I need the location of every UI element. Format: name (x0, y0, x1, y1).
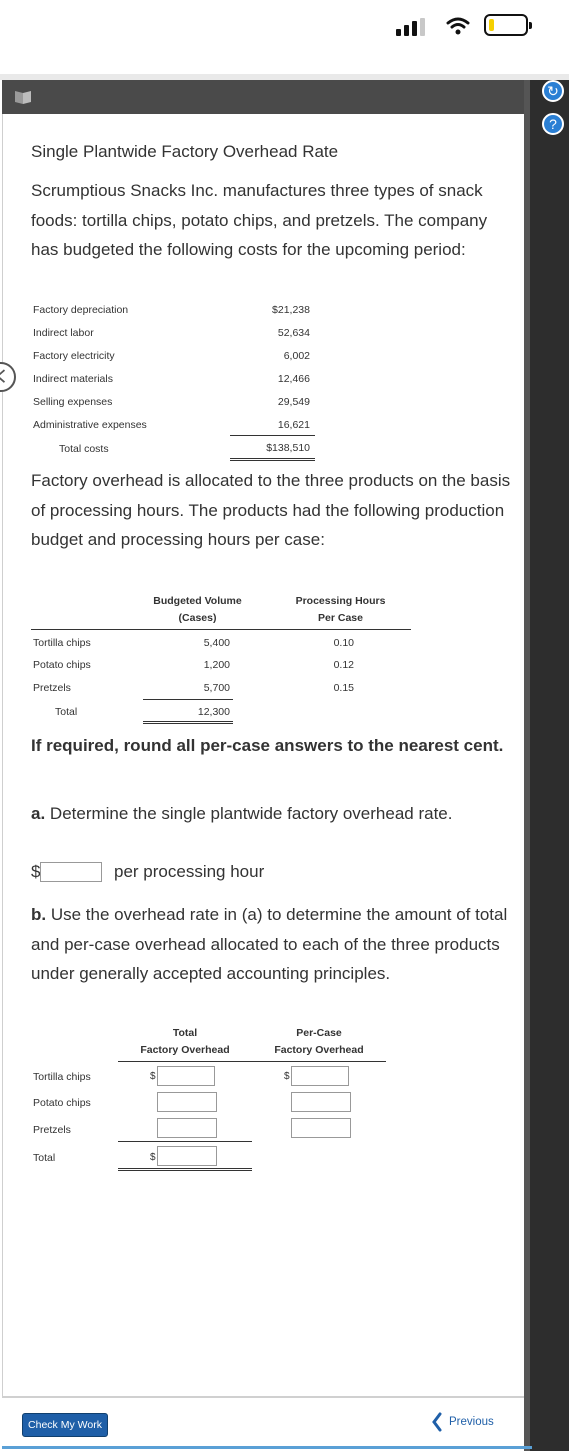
divider (143, 699, 233, 700)
book-icon[interactable] (12, 88, 34, 106)
total-costs-label: Total costs (59, 443, 109, 455)
volume-value: 1,200 (203, 659, 230, 671)
refresh-icon[interactable]: ↻ (542, 80, 564, 102)
tortilla-per-case-overhead-input[interactable] (291, 1066, 349, 1086)
total-label: Total (55, 706, 78, 718)
potato-total-overhead-input[interactable] (157, 1092, 217, 1112)
chevron-left-icon[interactable] (0, 362, 16, 392)
cost-row-value: 16,621 (277, 419, 310, 431)
side-panel (530, 80, 569, 1451)
cost-row-value: 29,549 (277, 396, 310, 408)
toolbar (2, 80, 524, 114)
status-bar (0, 0, 569, 74)
intro-text: Scrumptious Snacks Inc. manufactures three types of snack foods: tortilla chips, potato chips, and pretzels. The company has budgeted the following costs for the upcoming period: (31, 181, 488, 259)
pretzels-per-case-overhead-input[interactable] (291, 1118, 351, 1138)
part-b-question (31, 900, 519, 989)
total-volume-value: 12,300 (197, 706, 230, 718)
part-a-letter: a. (31, 804, 46, 823)
previous-button[interactable]: Previous (449, 1416, 494, 1428)
volume-value: 5,700 (203, 682, 230, 694)
currency-symbol: $ (150, 1152, 156, 1163)
cost-row-value: 12,466 (277, 373, 310, 385)
pretzels-total-overhead-input[interactable] (157, 1118, 217, 1138)
column-header: Processing Hours Per Case (295, 595, 386, 624)
chevron-left-icon[interactable] (432, 1412, 442, 1432)
product-label: Potato chips (33, 659, 91, 671)
total-label: Total (33, 1152, 56, 1164)
cost-row-label: Factory depreciation (33, 304, 129, 316)
product-label: Tortilla chips (33, 637, 91, 649)
part-a-question (31, 799, 519, 829)
allocation-text: Factory overhead is allocated to the three products on the basis of processing hours. The products had the following production budget and processing hours per case: (31, 471, 511, 549)
divider (230, 435, 315, 436)
cost-row-label: Factory electricity (33, 350, 115, 362)
product-label: Potato chips (33, 1097, 91, 1109)
wifi-icon (446, 16, 470, 36)
cost-row-value: 52,634 (277, 327, 310, 339)
cost-row-label: Indirect materials (33, 373, 113, 385)
cost-row-value: 6,002 (283, 350, 310, 362)
rounding-instruction: If required, round all per-case answers to the nearest cent. (31, 736, 504, 755)
cost-row-label: Indirect labor (33, 327, 94, 339)
column-header: Budgeted Volume (Cases) (153, 595, 242, 624)
column-header: Total Factory Overhead (140, 1027, 230, 1056)
divider (118, 1061, 386, 1062)
cost-row-value: $21,238 (272, 304, 310, 316)
volume-value: 5,400 (203, 637, 230, 649)
cost-row-label: Administrative expenses (33, 419, 147, 431)
double-underline (118, 1168, 252, 1171)
product-label: Tortilla chips (33, 1071, 91, 1083)
part-a-text: Determine the single plantwide factory overhead rate. (45, 804, 453, 823)
double-underline (230, 458, 315, 461)
check-my-work-button[interactable]: Check My Work (22, 1413, 108, 1437)
signal-icon (396, 18, 426, 36)
column-header: Per-Case Factory Overhead (274, 1027, 364, 1056)
tortilla-total-overhead-input[interactable] (157, 1066, 215, 1086)
hours-value: 0.15 (333, 682, 354, 694)
hours-value: 0.10 (333, 637, 354, 649)
part-b-text: Use the overhead rate in (a) to determine the amount of total and per-case overhead allocated to each of the three products under generally accepted accounting principles. (31, 905, 508, 983)
total-overhead-input[interactable] (157, 1146, 217, 1166)
product-label: Pretzels (33, 682, 71, 694)
product-label: Pretzels (33, 1124, 71, 1136)
currency-symbol: $ (284, 1071, 290, 1082)
divider (2, 1446, 532, 1449)
rate-unit-label: per processing hour (114, 862, 265, 881)
currency-symbol: $ (150, 1071, 156, 1082)
divider (31, 629, 411, 630)
potato-per-case-overhead-input[interactable] (291, 1092, 351, 1112)
divider (118, 1141, 252, 1142)
help-icon[interactable]: ? (542, 113, 564, 135)
battery-icon (484, 14, 528, 36)
overhead-rate-input[interactable] (40, 862, 102, 882)
total-costs-value: $138,510 (266, 442, 310, 454)
part-b-letter: b. (31, 905, 47, 924)
hours-value: 0.12 (333, 659, 354, 671)
double-underline (143, 721, 233, 724)
currency-symbol: $ (31, 862, 41, 881)
cost-row-label: Selling expenses (33, 396, 113, 408)
page-title: Single Plantwide Factory Overhead Rate (31, 142, 339, 161)
content-frame (2, 80, 531, 1451)
